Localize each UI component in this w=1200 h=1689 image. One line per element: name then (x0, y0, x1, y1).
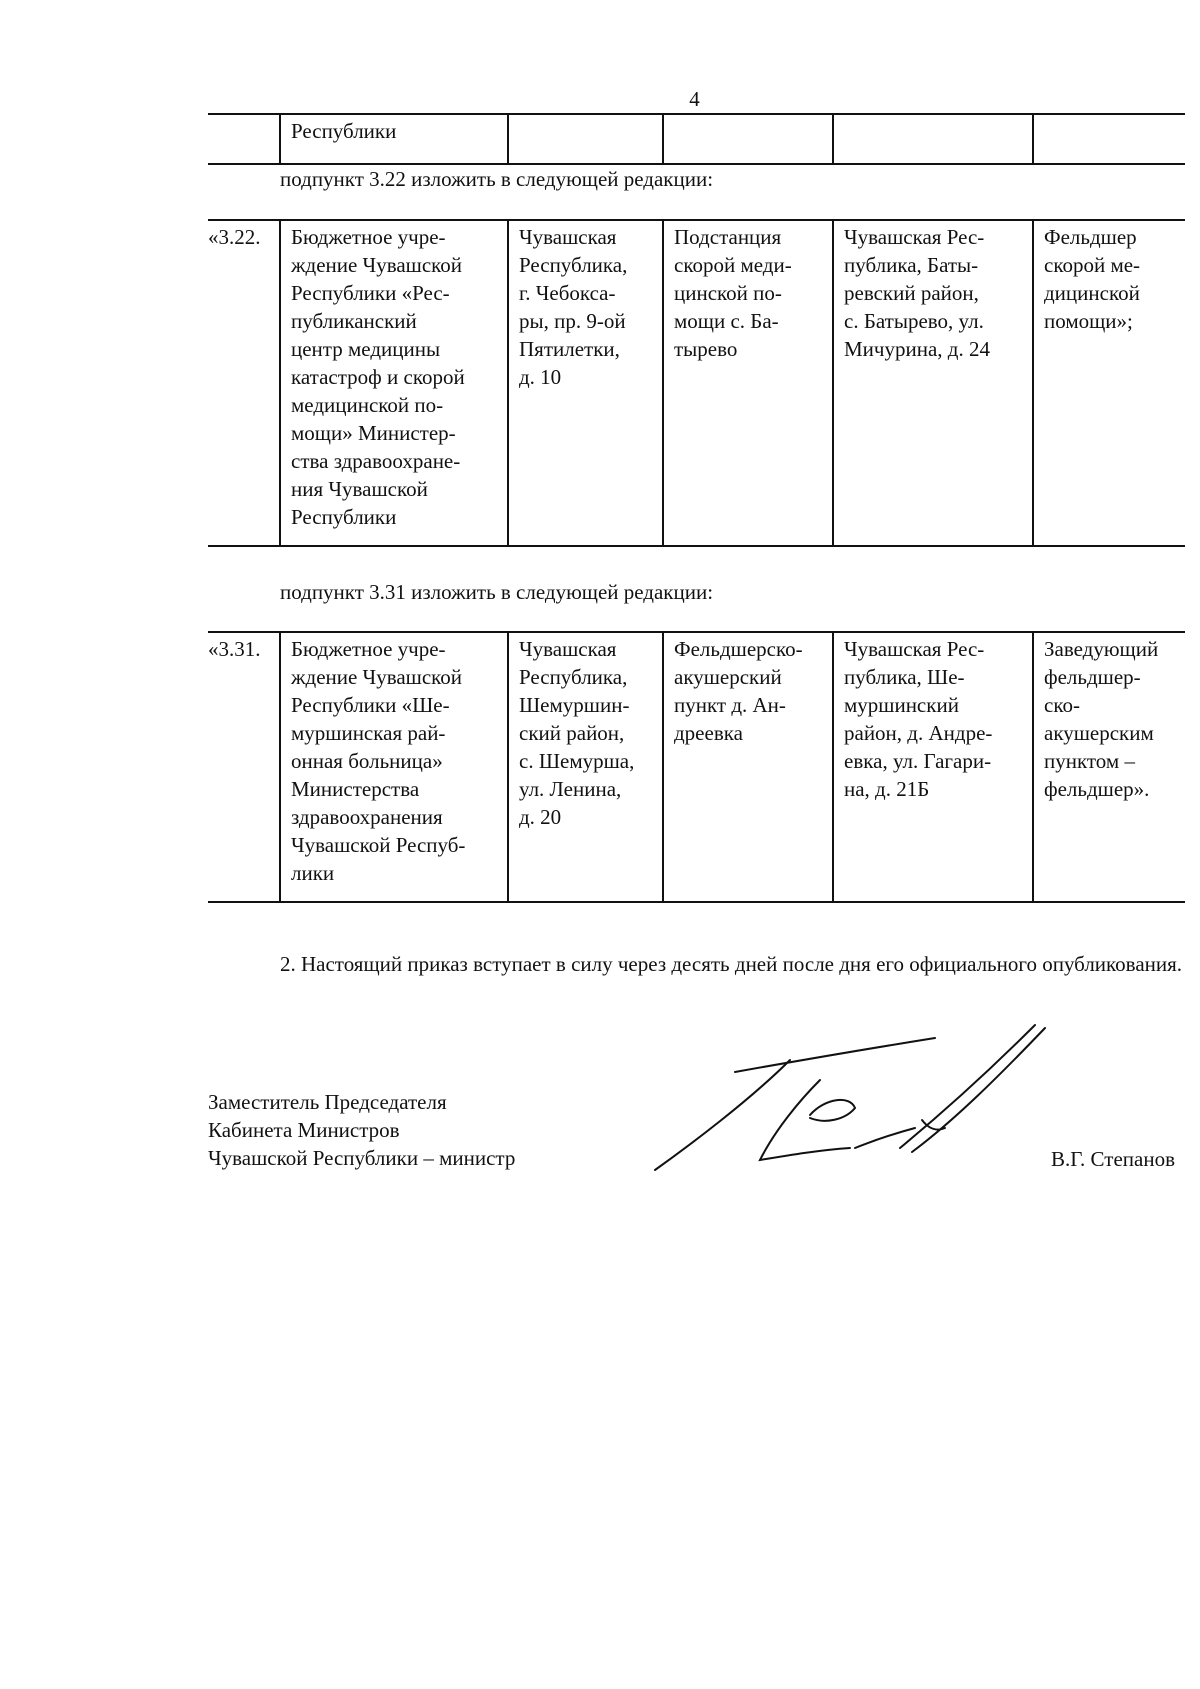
row-number-cell: «3.31. (208, 637, 261, 661)
position-cell: Фельдшер скорой ме- дицинской помощи»; (1033, 220, 1185, 546)
table-3-31 (208, 631, 1185, 903)
table-3-22 (208, 219, 1185, 547)
page-number: 4 (689, 87, 700, 111)
instruction-3-31: подпункт 3.31 изложить в следующей редакции: (280, 580, 714, 604)
table-cell (508, 114, 663, 164)
signer-name: В.Г. Степанов (1051, 1147, 1175, 1171)
table-row (208, 114, 1185, 164)
table-cell (208, 114, 280, 164)
signatory-title: Заместитель Председателя Кабинета Министров Чувашской Республики – министр (208, 1090, 516, 1170)
table-row (208, 632, 1185, 902)
institution-cell: Бюджетное учре- ждение Чувашской Республики «Ше- муршинская рай- онная больница» Министерства здравоохранения Чувашской Респуб- лики (280, 632, 508, 902)
handwritten-signature (650, 1020, 1070, 1190)
table-cell (663, 114, 833, 164)
position-cell: Заведующий фельдшер- ско- акушерским пунктом – фельдшер». (1033, 632, 1185, 902)
instruction-3-22: подпункт 3.22 изложить в следующей редакции: (280, 167, 714, 191)
subdivision-cell: Фельдшерско- акушерский пункт д. Ан- дреевка (663, 632, 833, 902)
address-cell: Чувашская Республика, Шемуршин- ский район, с. Шемурша, ул. Ленина, д. 20 (508, 632, 663, 902)
address-cell: Чувашская Республика, г. Чебокса- ры, пр. 9-ой Пятилетки, д. 10 (508, 220, 663, 546)
point-2-paragraph: 2. Настоящий приказ вступает в силу через десять дней после дня его официального опубликования. (280, 952, 1183, 976)
row-number-cell: «3.22. (208, 225, 261, 249)
institution-cell: Бюджетное учре- ждение Чувашской Республики «Рес- публиканский центр медицины катастроф и скорой медицинской по- мощи» Министер- ства здравоохране- ния Чувашской Республики (280, 220, 508, 546)
table-cell (833, 114, 1033, 164)
subdivision-cell: Подстанция скорой меди- цинской по- мощи с. Ба- тырево (663, 220, 833, 546)
table-cell: Республики (280, 114, 508, 164)
table-row (208, 220, 1185, 546)
subdivision-address-cell: Чувашская Рес- публика, Баты- ревский район, с. Батырево, ул. Мичурина, д. 24 (833, 220, 1033, 546)
continuation-table (208, 113, 1185, 165)
table-cell (1033, 114, 1185, 164)
subdivision-address-cell: Чувашская Рес- публика, Ше- муршинский район, д. Андре- евка, ул. Гагари- на, д. 21Б (833, 632, 1033, 902)
